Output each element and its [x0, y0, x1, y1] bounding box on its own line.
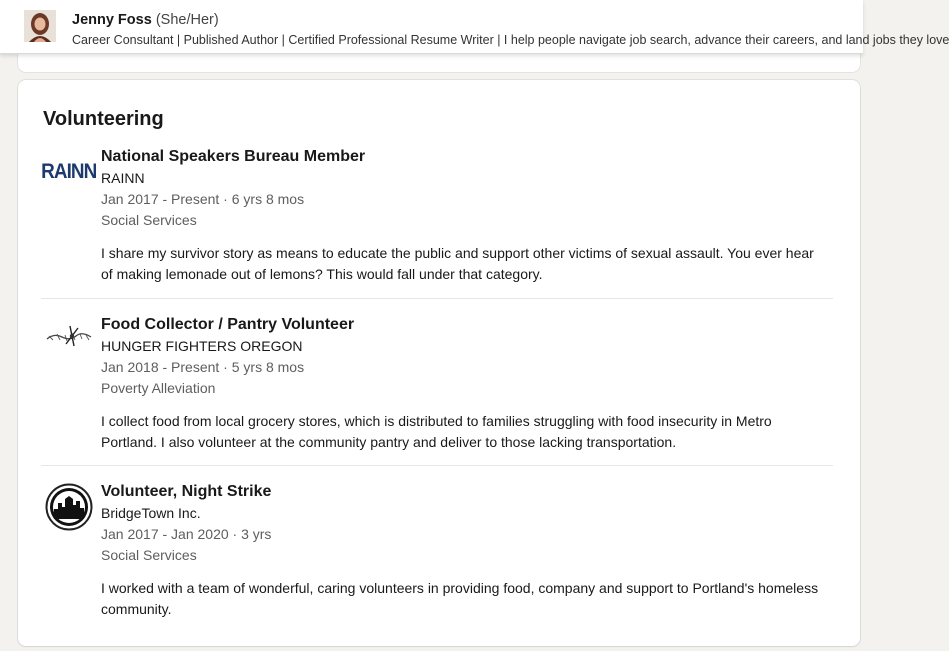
rainn-logo-text: RAINN: [41, 160, 97, 183]
profile-name[interactable]: Jenny Foss: [72, 12, 152, 28]
volunteer-dates: Jan 2018 - Present · 5 yrs 8 mos: [101, 359, 305, 375]
entry-divider: [41, 298, 833, 299]
bridgetown-logo[interactable]: [43, 481, 95, 533]
profile-headline: Career Consultant | Published Author | Certified Professional Resume Writer | I help people navigate job search, advance their careers, and land jobs they love: [72, 33, 949, 47]
volunteer-description: I collect food from local grocery stores, which is distributed to families struggling with food insecurity in Metro Portland. I also volunteer at the community pantry and deliver to those lacking transportation.: [101, 413, 772, 450]
profile-name-line: [72, 11, 219, 29]
section-title: Volunteering: [43, 108, 164, 130]
volunteering-card: [18, 80, 860, 646]
entry-details: [101, 314, 831, 453]
volunteer-organization[interactable]: RAINN: [101, 170, 145, 186]
hunger-fighters-logo-icon: [44, 324, 94, 348]
volunteer-organization[interactable]: HUNGER FIGHTERS OREGON: [101, 338, 303, 354]
profile-photo-icon: [24, 10, 56, 42]
profile-avatar[interactable]: [24, 10, 56, 42]
rainn-logo[interactable]: [43, 146, 95, 198]
volunteer-role: National Speakers Bureau Member: [101, 148, 366, 165]
volunteer-description: I share my survivor story as means to educate the public and support other victims of sexual assault. You ever hear of making lemonade out of lemons? This would fall under that category.: [101, 245, 814, 282]
bridgetown-logo-icon: [45, 483, 93, 531]
volunteer-organization[interactable]: BridgeTown Inc.: [101, 505, 201, 521]
entry-details: [101, 146, 831, 285]
volunteer-cause: Social Services: [101, 547, 197, 563]
volunteer-dates: Jan 2017 - Present · 6 yrs 8 mos: [101, 191, 305, 207]
hunger-fighters-logo[interactable]: [43, 310, 95, 362]
sticky-profile-header: [0, 0, 949, 54]
volunteer-description: I worked with a team of wonderful, caring volunteers in providing food, company and support to Portland's homeless community.: [101, 580, 819, 617]
profile-pronouns: (She/Her): [155, 12, 219, 28]
entry-divider: [41, 465, 833, 466]
volunteer-role: Food Collector / Pantry Volunteer: [101, 316, 355, 333]
volunteer-cause: Poverty Alleviation: [101, 380, 216, 396]
volunteer-role: Volunteer, Night Strike: [101, 483, 272, 500]
volunteer-dates: Jan 2017 - Jan 2020 · 3 yrs: [101, 526, 272, 542]
entry-details: [101, 481, 831, 620]
previous-section-card: [18, 52, 860, 72]
volunteer-cause: Social Services: [101, 212, 197, 228]
